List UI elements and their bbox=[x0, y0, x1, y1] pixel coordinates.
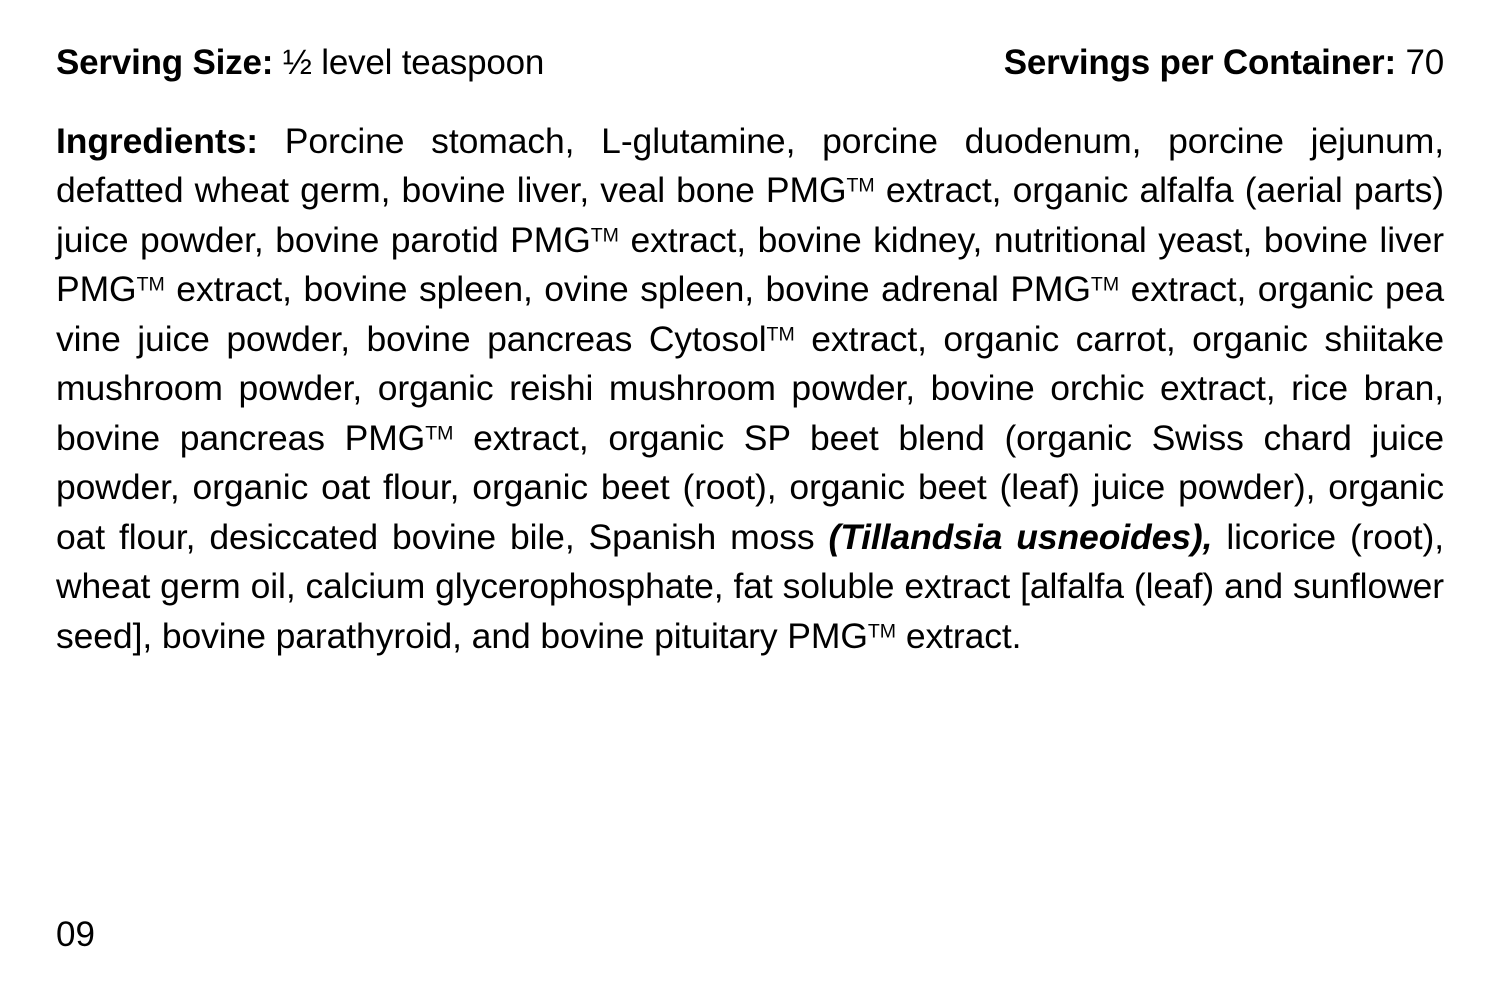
trademark-mark-7: TM bbox=[867, 619, 897, 642]
servings-per-container-label: Servings per Container: bbox=[1003, 43, 1396, 82]
footer-code: 09 bbox=[56, 915, 95, 954]
trademark-mark-5: TM bbox=[766, 322, 795, 345]
ingredients-text-2: extract, organic alfalfa (aerial parts) juice powder, bovine parotid PMG bbox=[56, 170, 1444, 260]
ingredients-text-4: extract, bovine spleen, ovine spleen, bovine adrenal PMG bbox=[164, 269, 1091, 309]
ingredients-text-1: Porcine stomach, L-glutamine, porcine duodenum, porcine jejunum, defatted wheat germ, bovine liver, veal bone PMG bbox=[56, 120, 1445, 210]
ingredients-text-3: extract, bovine kidney, nutritional yeast, bovine liver PMG bbox=[56, 219, 1444, 309]
servings-per-container bbox=[1004, 44, 1444, 83]
ingredients-text-7: extract, organic SP beet blend (organic Swiss chard juice powder, organic oat flour, organic beet (root), organic beet (leaf) juice powder), organic oat flour, desiccated bovine bile, Spanish moss bbox=[56, 417, 1444, 557]
serving-size-value: ½ level teaspoon bbox=[282, 43, 545, 82]
ingredients-label: Ingredients: bbox=[56, 120, 258, 161]
ingredients-text-5: extract, organic pea vine juice powder, bovine pancreas Cytosol bbox=[56, 269, 1444, 359]
trademark-mark-3: TM bbox=[136, 273, 165, 296]
servings-per-container-value: 70 bbox=[1405, 43, 1444, 82]
ingredients-text-6: extract, organic carrot, organic shiitake mushroom powder, organic reishi mushroom powder, bovine orchic extract, rice bran, bovine pancreas PMG bbox=[56, 318, 1444, 458]
serving-info-row bbox=[56, 44, 1444, 83]
ingredients-text-8: licorice (root), wheat germ oil, calcium glycerophosphate, fat soluble extract [alfalfa (leaf) and sunflower seed], bovine parathyroid, and bovine pituitary PMG bbox=[56, 516, 1444, 656]
trademark-mark-2: TM bbox=[590, 223, 619, 246]
ingredients-paragraph bbox=[56, 117, 1444, 662]
trademark-mark-6: TM bbox=[425, 421, 454, 444]
ingredients-text-9: extract. bbox=[896, 615, 1022, 656]
ingredients-botanical-name: (Tillandsia usneoides), bbox=[828, 516, 1213, 557]
serving-size bbox=[56, 44, 544, 83]
serving-size-label: Serving Size: bbox=[56, 43, 274, 82]
trademark-mark-1: TM bbox=[846, 174, 875, 197]
trademark-mark-4: TM bbox=[1090, 273, 1120, 296]
